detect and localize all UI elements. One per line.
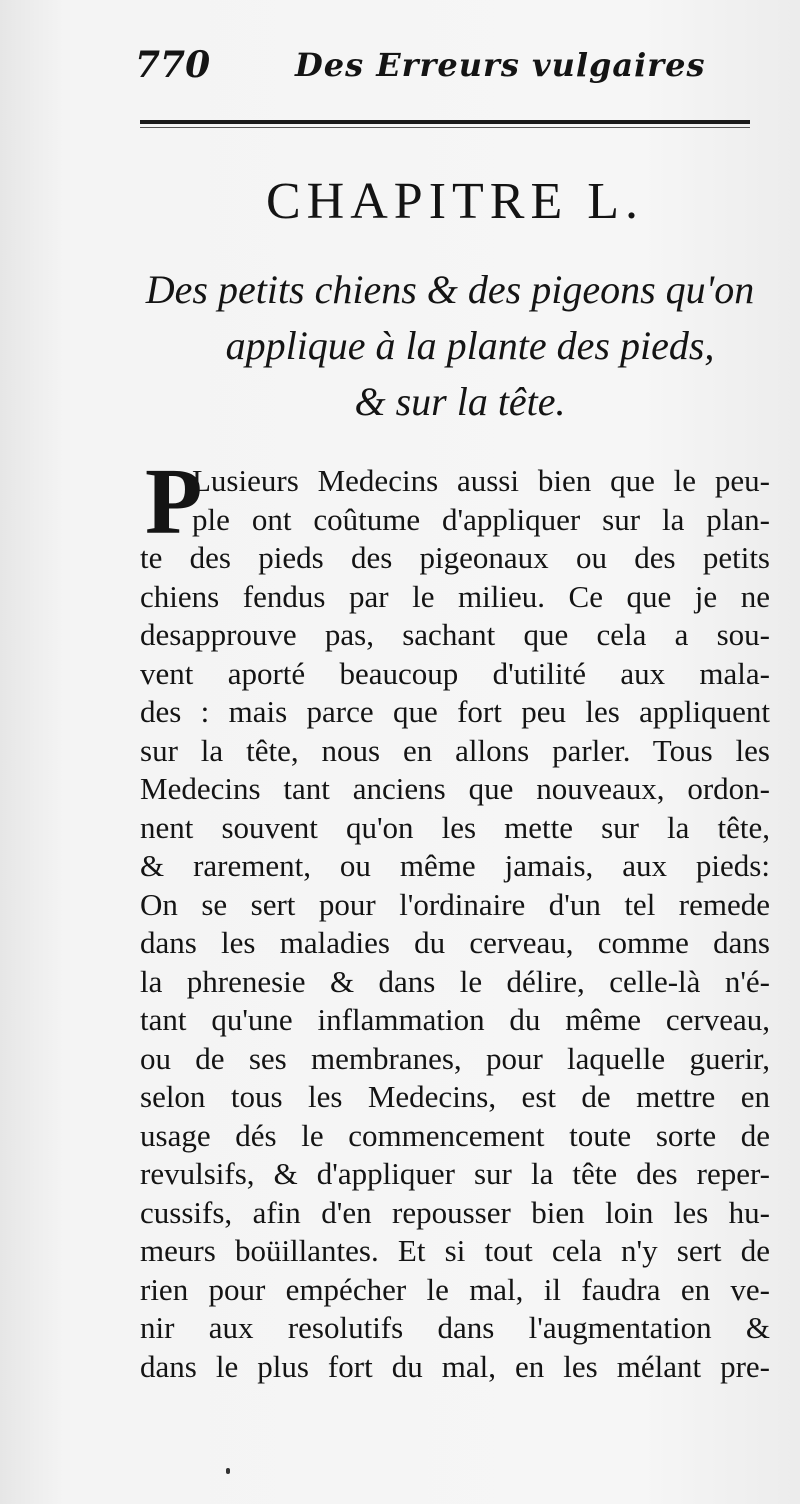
text-line: nir aux resolutifs dans l'augmentation & bbox=[140, 1310, 770, 1345]
text-line: & rarement, ou même jamais, aux pieds: bbox=[140, 848, 770, 883]
text-line: nent souvent qu'on les mette sur la tête, bbox=[140, 809, 770, 845]
text-line: vent aporté beaucoup d'utilité aux mala- bbox=[140, 655, 770, 691]
text-line: dans le plus fort du mal, en les mélant pre- bbox=[140, 1348, 770, 1384]
text-line: desapprouve pas, sachant que cela a sou- bbox=[140, 617, 770, 652]
page-number: 770 bbox=[135, 44, 211, 86]
drop-cap: P bbox=[145, 450, 203, 554]
text-line: rien pour empécher le mal, il faudra en ve- bbox=[140, 1271, 770, 1307]
text-line: sur la tête, nous en allons parler. Tous les bbox=[140, 732, 770, 768]
text-line: Lusieurs Medecins aussi bien que le peu- bbox=[192, 463, 770, 498]
text-line: des : mais parce que fort peu les appliquent bbox=[140, 694, 770, 729]
subtitle-line: Des petits chiens & des pigeons qu'on bbox=[145, 267, 755, 312]
text-line: chiens fendus par le milieu. Ce que je ne bbox=[140, 578, 770, 614]
text-line: revulsifs, & d'appliquer sur la tête des reper- bbox=[140, 1156, 770, 1191]
text-line: te des pieds des pigeonaux ou des petits bbox=[140, 540, 770, 575]
text-line: la phrenesie & dans le délire, celle-là n'é- bbox=[140, 963, 770, 999]
text-line: dans les maladies du cerveau, comme dans bbox=[140, 925, 770, 960]
text-line: Medecins tant anciens que nouveaux, ordon- bbox=[140, 771, 770, 806]
chapter-subtitle bbox=[130, 262, 770, 430]
text-line: tant qu'une inflammation du même cerveau, bbox=[140, 1002, 770, 1037]
chapter-heading: CHAPITRE L. bbox=[266, 173, 644, 230]
header-rule bbox=[140, 120, 750, 124]
body-text bbox=[140, 450, 770, 1386]
text-line: meurs boüillantes. Et si tout cela n'y sert de bbox=[140, 1233, 770, 1268]
text-line: ou de ses membranes, pour laquelle guerir, bbox=[140, 1040, 770, 1076]
subtitle-line: applique à la plante des pieds, bbox=[225, 323, 715, 368]
subtitle-line: & sur la tête. bbox=[354, 379, 566, 424]
text-line: cussifs, afin d'en repousser bien loin les hu- bbox=[140, 1194, 770, 1230]
text-line: On se sert pour l'ordinaire d'un tel remede bbox=[140, 886, 770, 922]
header-rule-thin bbox=[140, 127, 750, 128]
text-line: usage dés le commencement toute sorte de bbox=[140, 1117, 770, 1153]
text-line: ple ont coûtume d'appliquer sur la plan- bbox=[192, 501, 770, 537]
running-title: Des Erreurs vulgaires bbox=[295, 46, 706, 84]
text-line: selon tous les Medecins, est de mettre en bbox=[140, 1079, 770, 1114]
running-head bbox=[135, 38, 755, 88]
ink-speck bbox=[226, 1468, 230, 1474]
